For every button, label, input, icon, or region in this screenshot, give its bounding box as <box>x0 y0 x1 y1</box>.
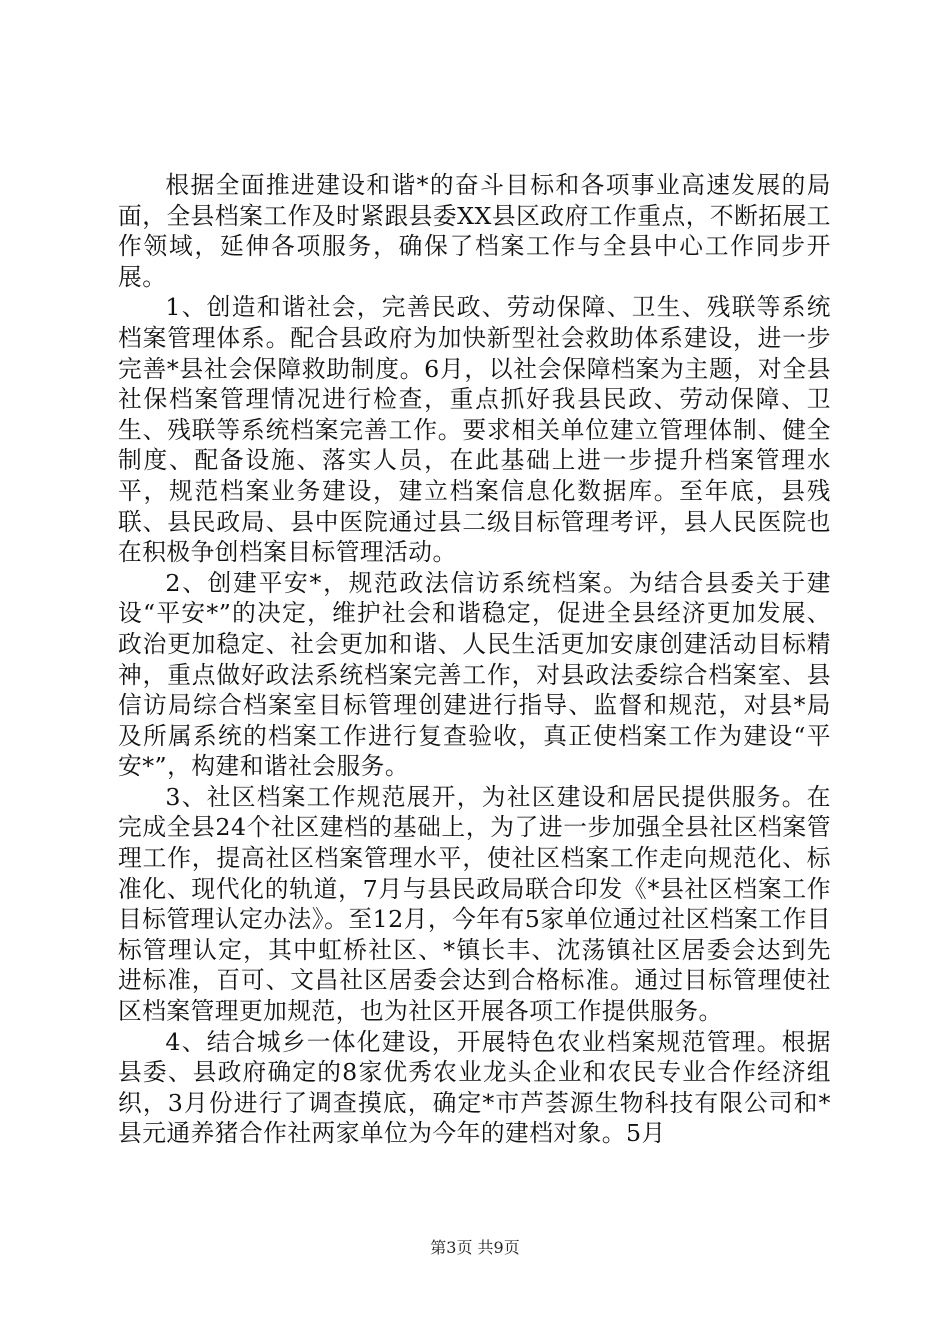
paragraph-section-2: 2、创建平安*，规范政法信访系统档案。为结合县委关于建设“平安*”的决定，维护社会和谐稳定，促进全县经济更加发展、政治更加稳定、社会更加和谐、人民生活更加安康创建活动目标精神，重点做好政法系统档案完善工作，对县政法委综合档案室、县信访局综合档案室目标管理创建进行指导、监督和规范，对县*局及所属系统的档案工作进行复查验收，真正使档案工作为建设“平安*”，构建和谐社会服务。 <box>118 568 831 781</box>
paragraph-intro: 根据全面推进建设和谐*的奋斗目标和各项事业高速发展的局面，全县档案工作及时紧跟县委XX县区政府工作重点，不断拓展工作领域，延伸各项服务，确保了档案工作与全县中心工作同步开展。 <box>118 171 831 291</box>
paragraph-section-3: 3、社区档案工作规范展开，为社区建设和居民提供服务。在完成全县24个社区建档的基础上，为了进一步加强全县社区档案管理工作，提高社区档案管理水平，使社区档案工作走向规范化、标准化、现代化的轨道，7月与县民政局联合印发《*县社区档案工作目标管理认定办法》。至12月，今年有5家单位通过社区档案工作目标管理认定，其中虹桥社区、*镇长丰、沈荡镇社区居委会达到先进标准，百可、文昌社区居委会达到合格标准。通过目标管理使社区档案管理更加规范，也为社区开展各项工作提供服务。 <box>118 782 831 1026</box>
paragraph-section-1: 1、创造和谐社会，完善民政、劳动保障、卫生、残联等系统档案管理体系。配合县政府为加快新型社会救助体系建设，进一步完善*县社会保障救助制度。6月，以社会保障档案为主题，对全县社保档案管理情况进行检查，重点抓好我县民政、劳动保障、卫生、残联等系统档案完善工作。要求相关单位建立管理体制、健全制度、配备设施、落实人员，在此基础上进一步提升档案管理水平，规范档案业务建设，建立档案信息化数据库。至年底，县残联、县民政局、县中医院通过县二级目标管理考评，县人民医院也在积极争创档案目标管理活动。 <box>118 293 831 567</box>
paragraph-section-4: 4、结合城乡一体化建设，开展特色农业档案规范管理。根据县委、县政府确定的8家优秀农业龙头企业和农民专业合作经济组织，3月份进行了调查摸底，确定*市芦荟源生物科技有限公司和*县元通养猪合作社两家单位为今年的建档对象。5月 <box>118 1027 831 1148</box>
document-body <box>118 170 831 1149</box>
page-number-footer: 第3页 共9页 <box>430 1238 520 1257</box>
